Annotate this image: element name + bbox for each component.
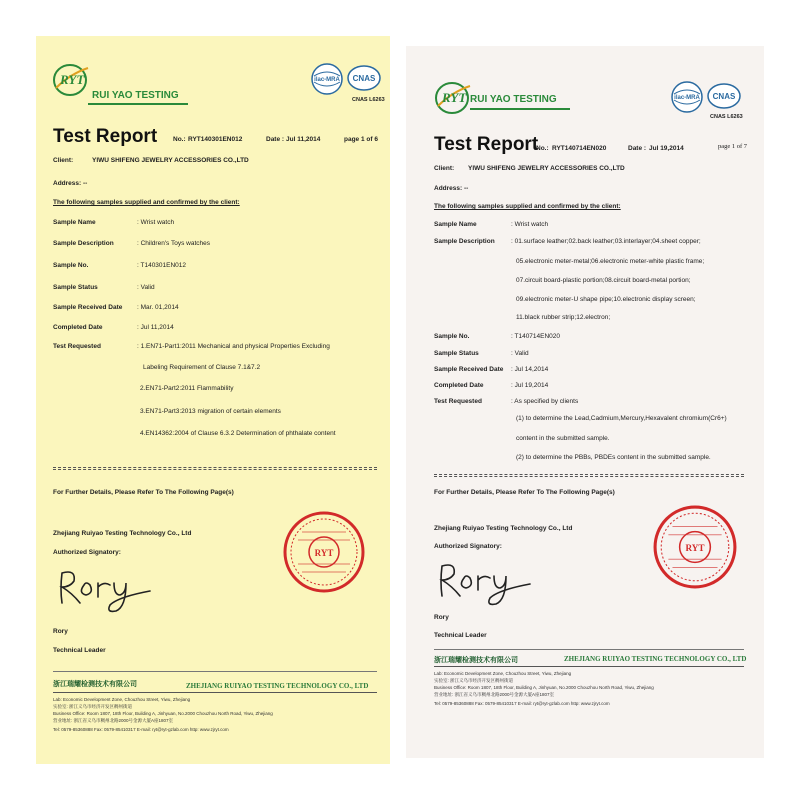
svg-text:CNAS: CNAS <box>712 92 736 101</box>
footer-line: Lab: Economic Development Zone, Chouzhou Street, Yiwu, Zhejiang <box>53 697 191 702</box>
company-name: Zhejiang Ruiyao Testing Technology Co., Ltd <box>434 525 573 532</box>
signer-title: Technical Leader <box>53 647 106 654</box>
date-label: Date : <box>628 145 647 152</box>
address-label: Address: -- <box>434 185 469 192</box>
test-item: (1) to determine the Lead,Cadmium,Mercury,Hexavalent chromium(Cr6+) <box>516 415 727 422</box>
report-no-label: No.: <box>173 136 186 143</box>
company-seal-stamp <box>282 510 366 594</box>
received-date-value: : Jul 14,2014 <box>511 366 549 373</box>
sample-name-label: Sample Name <box>434 221 477 228</box>
logo-text: RYT <box>442 90 467 105</box>
cnas-code: CNAS L6263 <box>352 97 385 103</box>
description-line: 07.circuit board-plastic portion;08.circuit board-metal portion; <box>516 277 691 284</box>
test-item: 2.EN71-Part2:2011 Flammability <box>140 385 234 392</box>
description-line: 11.black rubber strip;12.electron; <box>516 314 611 321</box>
section-divider <box>53 467 377 470</box>
signatory-label: Authorized Signatory: <box>434 543 502 550</box>
date-value: Jul 19,2014 <box>649 145 684 152</box>
description-line: 05.electronic meter-metal;06.electronic meter-white plastic frame; <box>516 258 705 265</box>
svg-text:CNAS: CNAS <box>352 74 376 83</box>
report-no-value: RYT140714EN020 <box>552 145 607 152</box>
date-value: Jul 11,2014 <box>286 136 321 143</box>
received-date-label: Sample Received Date <box>53 304 123 311</box>
cnas-code: CNAS L6263 <box>710 114 743 120</box>
ryt-logo <box>52 62 192 106</box>
cnas-icon <box>346 64 382 94</box>
received-date-value: : Mar. 01,2014 <box>137 304 179 311</box>
sample-no-value: : T140301EN012 <box>137 262 187 269</box>
test-item: content in the submitted sample. <box>516 435 610 442</box>
page-number: page 1 of 7 <box>718 143 748 150</box>
svg-text:ilac-MRA: ilac-MRA <box>314 77 340 83</box>
signer-title: Technical Leader <box>434 632 487 639</box>
test-report-left <box>36 36 390 764</box>
footer-line: 营业地址: 浙江省义乌市稠州北路2000号金源大厦A座1807室 <box>434 692 555 697</box>
page-number: page 1 of 6 <box>344 136 378 143</box>
test-item: : 1.EN71-Part1:2011 Mechanical and physical Properties Excluding <box>137 343 330 350</box>
footer-line: 营业地址: 浙江省义乌市稠州北路2000号金源大厦A座1807室 <box>53 718 174 723</box>
samples-heading: The following samples supplied and confirmed by the client: <box>434 203 621 210</box>
footer-rule <box>434 666 744 667</box>
report-no-value: RYT140301EN012 <box>188 136 243 143</box>
sample-status-label: Sample Status <box>53 284 98 291</box>
company-seal-stamp <box>652 504 738 590</box>
footer-line: Lab: Economic Development Zone, Chouzhou Street, Yiwu, Zhejiang <box>434 671 572 676</box>
ryt-logo <box>434 80 574 124</box>
report-title: Test Report <box>434 134 539 155</box>
samples-heading: The following samples supplied and confirmed by the client: <box>53 199 240 206</box>
sample-status-value: : Valid <box>137 284 155 291</box>
completed-date-label: Completed Date <box>53 324 103 331</box>
footer-divider <box>434 649 744 650</box>
sample-no-value: : T140714EN020 <box>511 333 561 340</box>
footer-line: Business Office: Room 1807, 18th Floor, Building A, Jinhyuan, No.2000 Chouzhou North Road, Yiwu, Zhejiang <box>434 685 654 690</box>
signatory-label: Authorized Signatory: <box>53 549 121 556</box>
footer-company-cn: 浙江瑞耀检测技术有限公司 <box>53 681 137 688</box>
report-no-label: No.: <box>536 145 549 152</box>
date-label: Date : <box>266 136 285 143</box>
brand-underline <box>470 108 570 110</box>
client-label: Client: <box>434 165 455 172</box>
footer-line: Business Office: Room 1807, 18th Floor, Building A, Jinhyuan, No.2000 Chouzhou North Road, Yiwu, Zhejiang <box>53 711 273 716</box>
completed-date-value: : Jul 11,2014 <box>137 324 174 331</box>
test-item: 4.EN14362:2004 of Clause 6.3.2 Determination of phthalate content <box>140 430 336 437</box>
footer-line: Tel: 0579-85360888 Fax: 0579-85410317 E-mail: ryt@ryt-gzlab.com http: www.zjryt.com <box>53 727 229 732</box>
sample-name-label: Sample Name <box>53 219 96 226</box>
sample-status-label: Sample Status <box>434 350 479 357</box>
company-name: Zhejiang Ruiyao Testing Technology Co., Ltd <box>53 530 192 537</box>
completed-date-value: : Jul 19,2014 <box>511 382 549 389</box>
test-report-right <box>406 46 764 758</box>
signer-name: Rory <box>53 628 68 635</box>
sample-name-value: : Wrist watch <box>511 221 549 228</box>
footer-line: 实验室: 浙江义乌市经济开发区稠州街道 <box>53 704 132 709</box>
footer-rule <box>53 692 377 693</box>
address-label: Address: -- <box>53 180 88 187</box>
footer-company-cn: 浙江瑞耀检测技术有限公司 <box>434 657 518 664</box>
sample-name-value: : Wrist watch <box>137 219 175 226</box>
sample-description-label: Sample Description <box>434 238 495 245</box>
test-item: (2) to determine the PBBs, PBDEs content in the submitted sample. <box>516 454 711 461</box>
sample-status-value: : Valid <box>511 350 529 357</box>
brand-underline <box>88 103 188 105</box>
received-date-label: Sample Received Date <box>434 366 504 373</box>
test-item: Labeling Requirement of Clause 7.1&7.2 <box>143 364 261 371</box>
client-label: Client: <box>53 157 74 164</box>
logo-text: RYT <box>60 72 85 87</box>
client-value: YIWU SHIFENG JEWELRY ACCESSORIES CO.,LTD <box>92 157 249 164</box>
signer-name: Rory <box>434 614 449 621</box>
footer-divider <box>53 671 377 672</box>
completed-date-label: Completed Date <box>434 382 484 389</box>
description-line: 09.electronic meter-U shape pipe;10.electronic display screen; <box>516 296 696 303</box>
footer-line: Tel: 0579-85360888 Fax: 0579-85410317 E-mail: ryt@ryt-gzlab.com http: www.zjryt.com <box>434 701 610 706</box>
report-title: Test Report <box>53 126 158 147</box>
svg-text:RYT: RYT <box>685 543 705 554</box>
footer-company-en: ZHEJIANG RUIYAO TESTING TECHNOLOGY CO., LTD <box>564 655 747 663</box>
client-value: YIWU SHIFENG JEWELRY ACCESSORIES CO.,LTD <box>468 165 625 172</box>
description-line: : 01.surface leather;02.back leather;03.interlayer;04.sheet copper; <box>511 238 701 245</box>
svg-text:RYT: RYT <box>314 548 334 558</box>
footer-company-en: ZHEJIANG RUIYAO TESTING TECHNOLOGY CO., LTD <box>186 682 369 690</box>
svg-text:ilac-MRA: ilac-MRA <box>674 95 700 101</box>
further-details-note: For Further Details, Please Refer To The Following Page(s) <box>434 489 615 496</box>
sample-description-value: : Children's Toys watches <box>137 240 211 247</box>
footer-line: 实验室: 浙江义乌市经济开发区稠州街道 <box>434 678 513 683</box>
ilac-mra-icon <box>310 62 344 96</box>
brand-name: RUI YAO TESTING <box>92 90 179 101</box>
sample-no-label: Sample No. <box>434 333 470 340</box>
test-item: : As specified by clients <box>511 398 579 405</box>
sample-description-label: Sample Description <box>53 240 114 247</box>
sample-no-label: Sample No. <box>53 262 89 269</box>
ilac-mra-icon <box>670 80 704 114</box>
further-details-note: For Further Details, Please Refer To The Following Page(s) <box>53 489 234 496</box>
test-item: 3.EN71-Part3:2013 migration of certain elements <box>140 408 281 415</box>
signature-image <box>434 556 534 606</box>
test-requested-label: Test Requested <box>434 398 482 405</box>
brand-name: RUI YAO TESTING <box>470 94 557 105</box>
section-divider <box>434 474 744 477</box>
cnas-icon <box>706 82 742 112</box>
signature-image <box>54 563 154 613</box>
test-requested-label: Test Requested <box>53 343 101 350</box>
